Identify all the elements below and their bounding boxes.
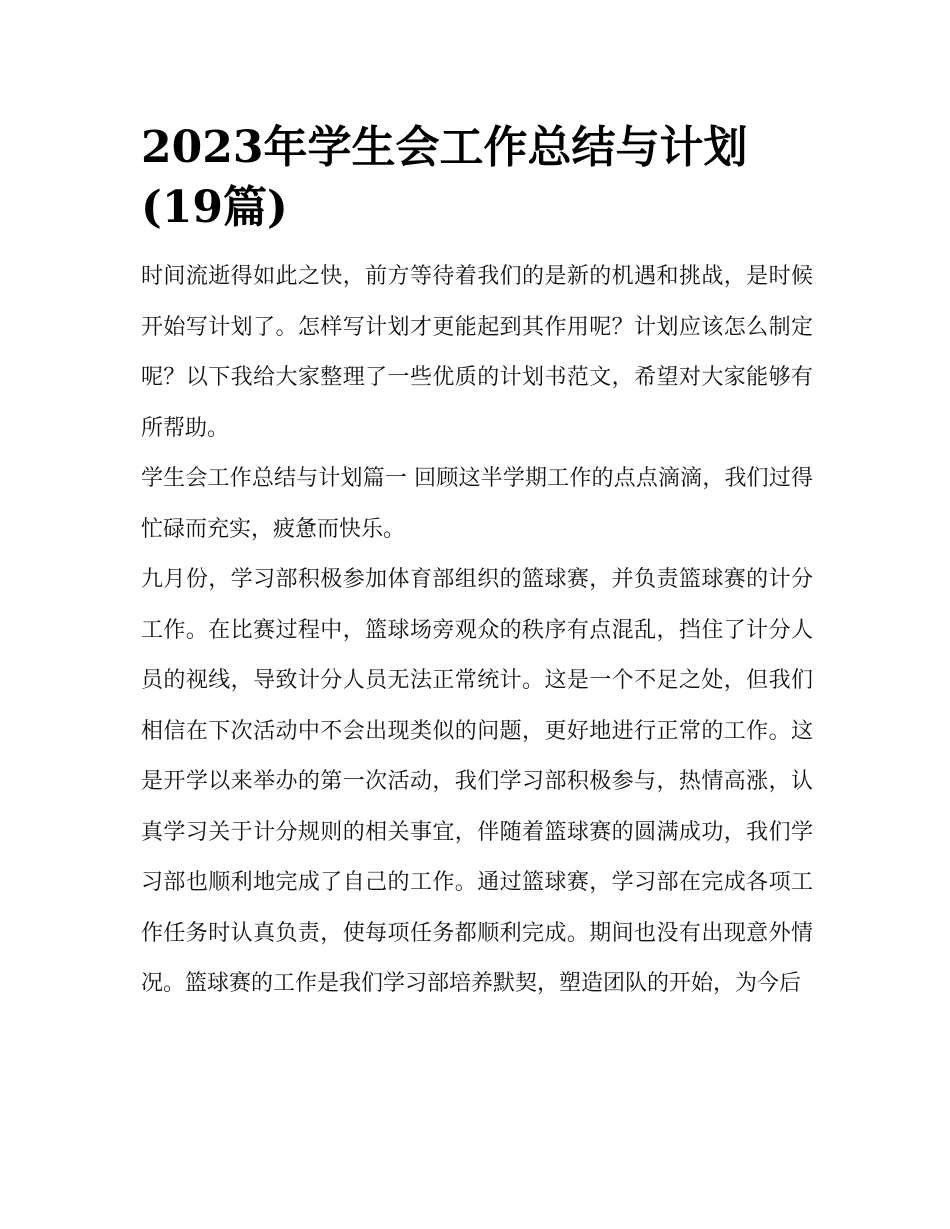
- document-title: 2023年学生会工作总结与计划(19篇): [141, 122, 748, 233]
- paragraph-section-one-opening: 学生会工作总结与计划篇一 回顾这半学期工作的点点滴滴，我们过得忙碌而充实，疲惫而快乐。: [141, 466, 813, 542]
- document-page: [141, 118, 813, 1010]
- paragraph-intro: 时间流逝得如此之快，前方等待着我们的是新的机遇和挑战，是时候开始写计划了。怎样写计划才更能起到其作用呢？计划应该怎么制定呢？以下我给大家整理了一些优质的计划书范文，希望对大家能够有所帮助。: [141, 264, 813, 441]
- paragraph-september: 九月份，学习部积极参加体育部组织的篮球赛，并负责篮球赛的计分工作。在比赛过程中，篮球场旁观众的秩序有点混乱，挡住了计分人员的视线，导致计分人员无法正常统计。这是一个不足之处，但我们相信在下次活动中不会出现类似的问题，更好地进行正常的工作。这是开学以来举办的第一次活动，我们学习部积极参与，热情高涨，认真学习关于计分规则的相关事宜，伴随着篮球赛的圆满成功，我们学习部也顺利地完成了自己的工作。通过篮球赛，学习部在完成各项工作任务时认真负责，使每项任务都顺利完成。期间也没有出现意外情况。篮球赛的工作是我们学习部培养默契，塑造团队的开始，为今后: [141, 567, 813, 996]
